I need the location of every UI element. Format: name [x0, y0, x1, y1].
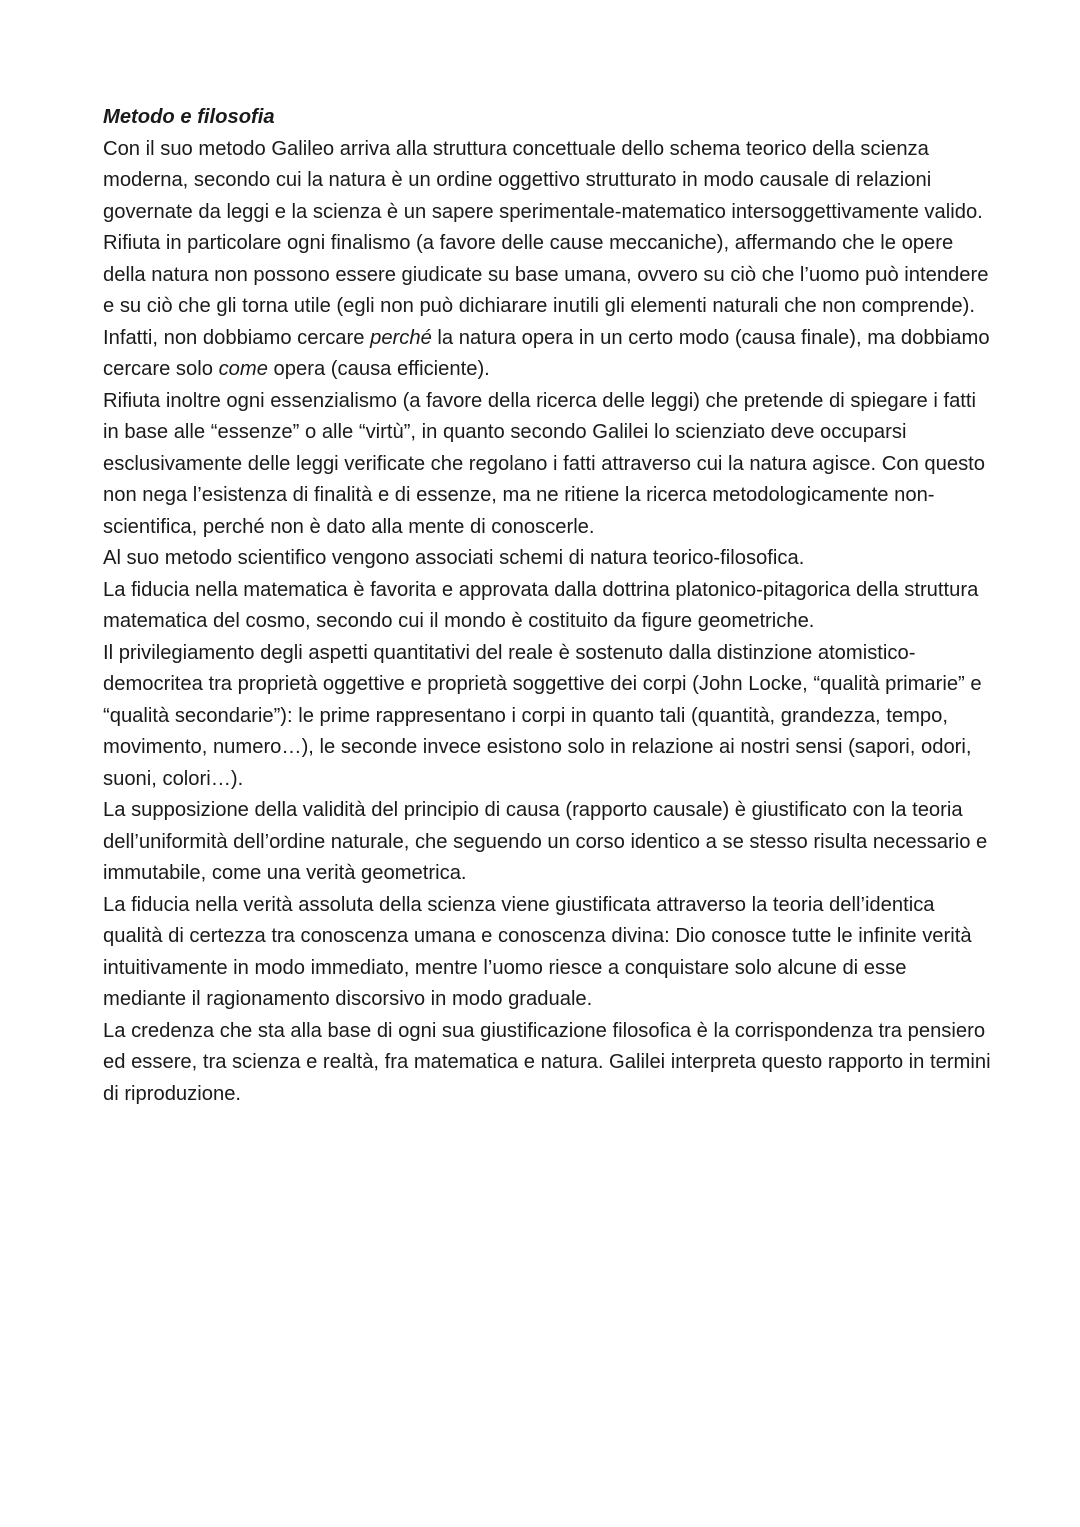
paragraph [103, 1016, 993, 1111]
paragraph-text: opera (causa efficiente). [267, 358, 490, 380]
paragraph-list [103, 134, 993, 1111]
paragraph-text: La supposizione della validità del principio di causa (rapporto causale) è giustificato con la teoria dell’uniformità dell’ordine naturale, che seguendo un corso identico a se stesso risulta necessario e immutabile, come una verità geometrica. [103, 799, 988, 884]
section-heading: Metodo e filosofia [103, 106, 275, 128]
document-body [103, 102, 993, 1110]
paragraph [103, 543, 993, 575]
paragraph [103, 575, 993, 638]
paragraph-text: La credenza che sta alla base di ogni sua giustificazione filosofica è la corrispondenza tra pensiero ed essere, tra scienza e realtà, fra matematica e natura. Galilei interpreta questo rapporto in termini di riproduzione. [103, 1019, 991, 1105]
paragraph-text: Rifiuta in particolare ogni finalismo (a favore delle cause meccaniche), affermando che le opere della natura non possono essere giudicate su base umana, ovvero su ciò che l’uomo può intendere e su ciò che gli torna utile (egli non può dichiarare inutili gli elementi naturali che non comprende). Infatti, non dobbiamo cercare [103, 232, 989, 349]
paragraph-text: Al suo metodo scientifico vengono associati schemi di natura teorico-filosofica. [103, 547, 805, 569]
paragraph-text: Con il suo metodo Galileo arriva alla struttura concettuale dello schema teorico della scienza moderna, secondo cui la natura è un ordine oggettivo strutturato in modo causale di relazioni governate da leggi e la scienza è un sapere sperimentale-matematico intersoggettivamente valido. [103, 137, 983, 223]
paragraph [103, 228, 993, 386]
paragraph-text: La fiducia nella matematica è favorita e approvata dalla dottrina platonico-pitagorica della struttura matematica del cosmo, secondo cui il mondo è costituito da figure geometriche. [103, 578, 979, 632]
paragraph-text: la natura opera in un certo modo (causa finale), ma dobbiamo cercare solo [103, 326, 990, 380]
paragraph-text: La fiducia nella verità assoluta della scienza viene giustificata attraverso la teoria dell’identica qualità di certezza tra conoscenza umana e conoscenza divina: Dio conosce tutte le infinite verità intuitivamente in modo immediato, mentre l’uomo riesce a conquistare solo alcune di esse mediante il ragionamento discorsivo in modo graduale. [103, 893, 972, 1010]
paragraph-text: Rifiuta inoltre ogni essenzialismo (a favore della ricerca delle leggi) che pretende di spiegare i fatti in base alle “essenze” o alle “virtù”, in quanto secondo Galilei lo scienziato deve occuparsi esclusivamente delle leggi verificate che regolano i fatti attraverso cui la natura agisce. Con questo non nega l’esistenza di finalità e di essenze, ma ne ritiene la ricerca metodologicamente non-scientifica, perché non è dato alla mente di conoscerle. [103, 389, 986, 538]
paragraph [103, 386, 993, 544]
paragraph-text: Il privilegiamento degli aspetti quantitativi del reale è sostenuto dalla distinzione atomistico-democritea tra proprietà oggettive e proprietà soggettive dei corpi (John Locke, “qualità primarie” e “qualità secondarie”): le prime rappresentano i corpi in quanto tali (quantità, grandezza, tempo, movimento, numero…), le seconde invece esistono solo in relazione ai nostri sensi (sapori, odori, suoni, colori…). [103, 641, 982, 790]
paragraph [103, 795, 993, 890]
emphasized-text: come [218, 358, 268, 380]
paragraph [103, 134, 993, 229]
paragraph [103, 638, 993, 796]
paragraph [103, 890, 993, 1016]
emphasized-text: perché [370, 326, 432, 349]
